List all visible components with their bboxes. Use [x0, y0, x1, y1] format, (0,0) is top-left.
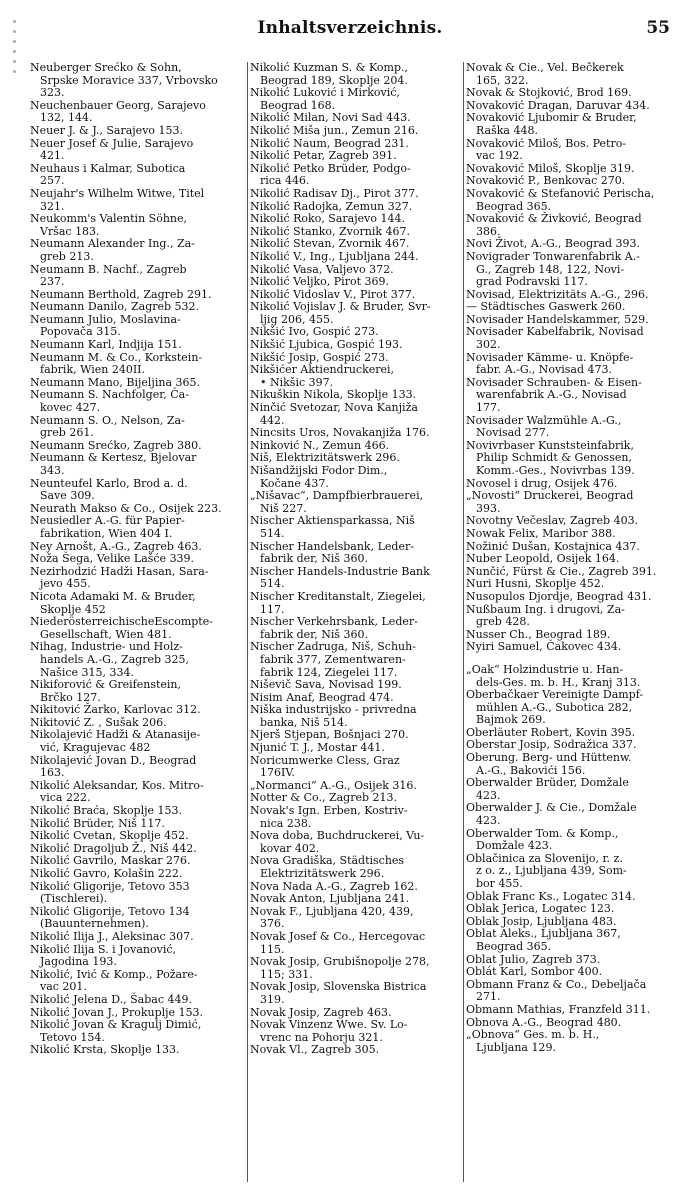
index-column-2: [250, 62, 464, 1057]
index-entry: Neumann Srećko, Zagreb 380.: [30, 438, 202, 452]
index-entry: Novaković & Živković, Beograd 386.: [466, 212, 642, 238]
index-entry: Nuri Husni, Skoplje 452.: [466, 577, 605, 591]
index-entry: Neusiedler A.-G. für Papier- fabrikation, Wien 404 I.: [30, 514, 185, 540]
index-entry: Nikolić Petko Brüder, Podgo- rica 446.: [250, 161, 411, 188]
index-entry: „Nišavac“, Dampfbierbrauerei, Niš 227.: [250, 489, 424, 515]
index-entry: Neumann Danilo, Zagreb 532.: [30, 300, 200, 314]
index-entry: Nikolić Cvetan, Skoplje 452.: [30, 829, 189, 843]
index-entry: Nusopulos Djordje, Beograd 431.: [466, 589, 652, 603]
index-entry: Njunić T. J., Mostar 441.: [250, 741, 385, 755]
index-entry: Nikolajević Jovan D., Beograd 163.: [30, 753, 197, 780]
index-entry: Nikolić Miša jun., Zemun 216.: [250, 123, 419, 137]
index-entry: — Städtisches Gaswerk 260.: [466, 300, 626, 314]
index-entry: Nikolić Braća, Skoplje 153.: [30, 804, 183, 818]
index-entry: Nikolić Jelena D., Šabac 449.: [30, 992, 192, 1006]
index-entry: Nischer Kreditanstalt, Ziegelei, 117.: [250, 589, 426, 616]
index-entry: Novisader Handelskammer, 529.: [466, 312, 649, 326]
index-entry: Obmann Franz & Co., Debeljača 271.: [466, 977, 647, 1004]
index-entry: Oberwalder Brüder, Domžale 423.: [466, 776, 629, 802]
index-entry: Nikolić Radojka, Zemun 327.: [250, 199, 413, 213]
index-entry: Nikolić Gavrilo, Maskar 276.: [30, 854, 191, 868]
index-entry: Nožinić Dušan, Kostajnica 437.: [466, 539, 640, 553]
index-entry: Nikolić Stevan, Zvornik 467.: [250, 237, 410, 251]
index-entry: Obmann Mathias, Franzfeld 311.: [466, 1002, 651, 1016]
index-entry: Oberbačkaer Vereinigte Dampf- mühlen A.-G., Subotica 282, Bajmok 269.: [466, 688, 644, 727]
index-entry: Nikolić Brüder, Niš 117.: [30, 816, 165, 830]
index-entry: Nikolić Luković i Mirković, Beograd 168.: [250, 86, 400, 112]
index-entry: Nikolić Veljko, Pirot 369.: [250, 275, 389, 289]
index-entry: Novak & Cie., Vel. Bečkerek 165, 322.: [466, 61, 624, 87]
index-entry: Nicota Adamaki M. & Bruder, Skoplje 452: [30, 589, 196, 616]
index-entry: Nikolajević Hadži & Atanasije- vić, Kragujevac 482: [30, 728, 201, 755]
index-entry: Nincsits Uros, Novakanjiža 176.: [250, 426, 430, 440]
index-entry: Oberung. Berg- und Hüttenw. A.-G., Bakovići 156.: [466, 751, 632, 777]
index-entry: Nyiri Samuel, Čakovec 434.: [466, 640, 622, 654]
index-entry: Noža Šega, Velike Lašće 339.: [30, 552, 195, 566]
index-entry: Novak's Ign. Erben, Kostriv- nica 238.: [250, 804, 408, 830]
index-entry: Novaković & Stefanović Perischa, Beograd 365.: [466, 186, 655, 213]
index-entry: Novisader Kabelfabrik, Novisad 302.: [466, 325, 644, 352]
index-entry: Neukomm's Valentin Söhne, Vršac 183.: [30, 212, 187, 238]
index-entry: Novak Vinzenz Wwe. Sv. Lo- vrenc na Pohorju 321.: [250, 1018, 408, 1044]
index-entry: Niševič Sava, Novisad 199.: [250, 678, 402, 692]
index-entry: Nusser Ch., Beograd 189.: [466, 627, 611, 641]
index-entry: „Oak“ Holzindustrie u. Han- dels-Ges. m. b. H., Kranj 313.: [466, 662, 641, 689]
index-entry: Nikolić Vojislav J. & Bruder, Svr- ljig 206, 455.: [250, 300, 431, 326]
index-entry: Nikolić Milan, Novi Sad 443.: [250, 111, 411, 125]
index-entry: Nikšić Ivo, Gospić 273.: [250, 325, 379, 339]
index-entry: Nova doba, Buchdruckerei, Vu- kovar 402.: [250, 829, 425, 855]
index-entry: Novisader Schrauben- & Eisen- warenfabrik A.-G., Novisad 177.: [466, 375, 642, 415]
index-entry: Neuer Josef & Julie, Sarajevo 421.: [30, 136, 194, 163]
index-entry: Nikšićer Aktiendruckerei, • Nikšic 397.: [250, 363, 395, 389]
index-entry: Oberwalder J. & Cie., Domžale 423.: [466, 801, 637, 828]
index-entry: Nikolić V., Ing., Ljubljana 244.: [250, 249, 419, 263]
index-entry: Oblak Jerica, Logatec 123.: [466, 902, 615, 916]
index-entry: Nikolić Vasa, Valjevo 372.: [250, 262, 394, 276]
index-entry: Nußbaum Ing. i drugovi, Za- greb 428.: [466, 602, 625, 629]
index-entry: Neunteufel Karlo, Brod a. d. Save 309.: [30, 476, 188, 503]
index-entry: Nikolić Stanko, Zvornik 467.: [250, 224, 410, 238]
index-entry: Neumann S. Nachfolger, Ča- kovec 427.: [30, 388, 189, 415]
index-entry: Oblačinica za Slovenijo, r. z. z o. z., Ljubljana 439, Som- bor 455.: [466, 851, 627, 890]
index-entry: Novisader Kämme- u. Knöpfe- fabr. A.-G., Novisad 473.: [466, 350, 634, 377]
index-entry: Nikolić Gligorije, Tetovo 134 (Bauunternehmen).: [30, 904, 190, 931]
index-entry: Neuer J. & J., Sarajevo 153.: [30, 123, 184, 137]
index-entry: Novaković P., Benkovac 270.: [466, 174, 626, 188]
index-entry: Nikolić Ilija J., Aleksinac 307.: [30, 929, 194, 943]
index-entry: Neumann & Kertesz, Bjelovar 343.: [30, 451, 197, 477]
index-entry: Novak Anton, Ljubljana 241.: [250, 892, 410, 906]
index-entry: Nuber Leopold, Osijek 164.: [466, 552, 620, 566]
index-entry: Nikšić Ljubica, Gospić 193.: [250, 338, 403, 352]
index-entry: Novivrbaser Kunststeinfabrik, Philip Schmidt & Genossen, Komm.-Ges., Novivrbas 139.: [466, 438, 635, 477]
index-entry: Novisader Walzmühle A.-G., Novisad 277.: [466, 413, 622, 440]
index-entry: Nikitović Žarko, Karlovac 312.: [30, 703, 201, 717]
index-entry: Noricumwerke Cless, Graz 176IV.: [250, 753, 400, 780]
index-entry: Nova Nada A.-G., Zagreb 162.: [250, 879, 418, 893]
page-title: Inhaltsverzeichnis.: [257, 18, 443, 38]
index-entry: Neuchenbauer Georg, Sarajevo 132, 144.: [30, 98, 206, 125]
page-header: [0, 14, 700, 44]
index-entry: Novaković Miloš, Skoplje 319.: [466, 161, 635, 175]
index-entry: „Normanci“ A.-G., Osijek 316.: [250, 778, 417, 792]
index-entry: Obnova A.-G., Beograd 480.: [466, 1015, 622, 1029]
index-entry: Novaković Dragan, Daruvar 434.: [466, 98, 650, 112]
index-entry: Nikolić Aleksandar, Kos. Mitro- vica 222.: [30, 778, 204, 805]
index-entry: Nikolić Ilija S. i Jovanović, Jagodina 193.: [30, 942, 177, 969]
index-entry: Novaković Ljubomir & Bruder, Raška 448.: [466, 111, 637, 137]
index-entry: Nikolić Jovan & Kragulj Dimić, Tetovo 154.: [30, 1018, 202, 1044]
index-entry: Neuhaus i Kalmar, Subotica 257.: [30, 161, 186, 188]
index-entry: Novaković Miloš, Bos. Petro- vac 192.: [466, 136, 627, 163]
index-entry: Nischer Aktiensparkassa, Niš 514.: [250, 514, 415, 540]
index-entry: Notter & Co., Zagreb 213.: [250, 791, 398, 805]
index-entry: Neurath Makso & Co., Osijek 223.: [30, 501, 222, 515]
index-entry: Nikolić Naum, Beograd 231.: [250, 136, 409, 150]
index-column-1: [30, 62, 250, 1057]
index-entry: Novak & Stojković, Brod 169.: [466, 86, 632, 100]
index-entry: Nihag, Industrie- und Holz- handels A.-G., Zagreb 325, Našice 315, 334.: [30, 640, 190, 679]
index-entry: Oberwalder Tom. & Komp., Domžale 423.: [466, 826, 619, 853]
index-entry: Nikolić, Ivić & Komp., Požare- vac 201.: [30, 967, 198, 994]
index-entry: Nischer Handelsbank, Leder- fabrik der, Niš 360.: [250, 539, 414, 566]
index-entry: Neumann M. & Co., Korkstein- fabrik, Wien 240II.: [30, 350, 203, 377]
index-entry: Neumann S. O., Nelson, Za- greb 261.: [30, 413, 185, 440]
index-entry: Novotny Večeslav, Zagreb 403.: [466, 514, 639, 528]
index-entry: Neumann B. Nachf., Zagreb 237.: [30, 262, 187, 289]
index-entry: Nunčić, Fürst & Cie., Zagreb 391.: [466, 564, 657, 578]
index-entry: Ney Arnošt, A.-G., Zagreb 463.: [30, 539, 202, 553]
index-entry: Nischer Zadruga, Niš, Schuh- fabrik 377, Zementwaren- fabrik 124, Ziegelei 117.: [250, 640, 416, 679]
index-entry: Neumann Berthold, Zagreb 291.: [30, 287, 212, 301]
index-entry: Nikuškin Nikola, Skoplje 133.: [250, 388, 417, 402]
index-entry: Novak Josip, Slovenska Bistrica 319.: [250, 980, 427, 1006]
index-entry: Novigrader Tonwarenfabrik A.- G., Zagreb 148, 122, Novi- grad Podravski 117.: [466, 249, 640, 289]
index-entry: Nikolić Vidoslav V., Pirot 377.: [250, 287, 416, 301]
index-entry: Nikolić Radisav Dj., Pirot 377.: [250, 186, 419, 200]
index-entry: Nova Gradiška, Städtisches Elektrizitätswerk 296.: [250, 854, 405, 880]
index-entry: Nikolić Petar, Zagreb 391.: [250, 149, 397, 163]
index-entry: Nischer Verkehrsbank, Leder- fabrik der, Niš 360.: [250, 615, 418, 641]
index-entry: Neumann Alexander Ing., Za- greb 213.: [30, 237, 195, 263]
index-entry: Novak Josef & Co., Hercegovac 115.: [250, 929, 426, 956]
index-entry: Neujahr's Wilhelm Witwe, Titel 321.: [30, 186, 205, 213]
index-entry: Nezirhodzić Hadži Hasan, Sara- jevo 455.: [30, 564, 209, 591]
index-column-3: [466, 62, 678, 1054]
index-entry: Nikolić Gligorije, Tetovo 353 (Tischlerei).: [30, 879, 190, 906]
index-entry: Nisim Anaf, Beograd 474.: [250, 690, 394, 704]
index-entry: Novak Josip, Zagreb 463.: [250, 1005, 392, 1019]
index-entry: NiederösterreichischeEscompte- Gesellschaft, Wien 481.: [30, 615, 213, 641]
index-entry: „Obnova“ Ges. m. b. H., Ljubljana 129.: [466, 1028, 600, 1054]
index-entry: Novi Život, A.-G., Beograd 393.: [466, 237, 641, 251]
index-entry: Niška industrijsko - privredna banka, Niš 514.: [250, 703, 417, 729]
index-entry: „Novosti“ Druckerei, Beograd 393.: [466, 489, 634, 515]
index-entry: Oblat Julio, Zagreb 373.: [466, 952, 601, 966]
index-entry: Nišandžijski Fodor Dim., Kočane 437.: [250, 464, 388, 490]
index-entry: Novisad, Elektrizitäts A.-G., 296.: [466, 287, 649, 301]
index-entry: Oblát Karl, Sombor 400.: [466, 965, 603, 979]
index-entry: Novak Josip, Grubišnopolje 278, 115; 331.: [250, 955, 430, 981]
index-entry: Nikolić Dragoljub Ž., Niš 442.: [30, 841, 197, 855]
index-entry: Nowak Felix, Maribor 388.: [466, 526, 616, 540]
index-columns: [0, 62, 700, 1187]
index-entry: Oberstar Josip, Sodražica 337.: [466, 738, 637, 752]
index-entry: Nischer Handels-Industrie Bank 514.: [250, 564, 430, 591]
index-entry: Ninčić Svetozar, Nova Kanjiža 442.: [250, 401, 418, 427]
page-number: 55: [646, 18, 670, 38]
index-entry: Nikolić Kuzman S. & Komp., Beograd 189, Skoplje 204.: [250, 61, 408, 87]
index-entry: Oberläuter Robert, Kovin 395.: [466, 725, 636, 739]
index-entry: Nikšić Josip, Gospić 273.: [250, 350, 389, 364]
index-entry: Niš, Elektrizitätswerk 296.: [250, 451, 400, 465]
index-entry: Neumann Mano, Bijeljina 365.: [30, 375, 200, 389]
index-entry: Nikiforović & Greifenstein, Brčko 127.: [30, 678, 181, 704]
index-entry: Nikolić Roko, Sarajevo 144.: [250, 212, 405, 226]
index-entry: Nikitović Z. , Sušak 206.: [30, 715, 167, 729]
index-entry: Oblak Josip, Ljubljana 483.: [466, 914, 617, 928]
index-entry: Njerš Stjepan, Bošnjaci 270.: [250, 728, 409, 742]
index-entry: Novak Vl., Zagreb 305.: [250, 1043, 380, 1057]
index-entry: Nikolić Jovan J., Prokuplje 153.: [30, 1005, 204, 1019]
index-entry: Nikolić Krsta, Skoplje 133.: [30, 1043, 180, 1057]
index-entry: Neumann Karl, Indjija 151.: [30, 338, 182, 352]
index-entry: Neuberger Srećko & Sohn, Srpske Moravice 337, Vrbovsko 323.: [30, 61, 218, 100]
index-entry: Novak F., Ljubljana 420, 439, 376.: [250, 904, 414, 931]
index-entry: Ninković N., Zemun 466.: [250, 438, 390, 452]
index-entry: Nikolić Gavro, Kolašin 222.: [30, 867, 183, 880]
index-entry: Oblat Aleks., Ljubljana 367, Beograd 365.: [466, 927, 621, 953]
index-entry: Oblak Franc Ks., Logatec 314.: [466, 889, 636, 903]
index-entry: Novosel i drug, Osijek 476.: [466, 476, 618, 490]
index-entry: Neumann Julio, Moslavina- Popovača 315.: [30, 312, 181, 339]
